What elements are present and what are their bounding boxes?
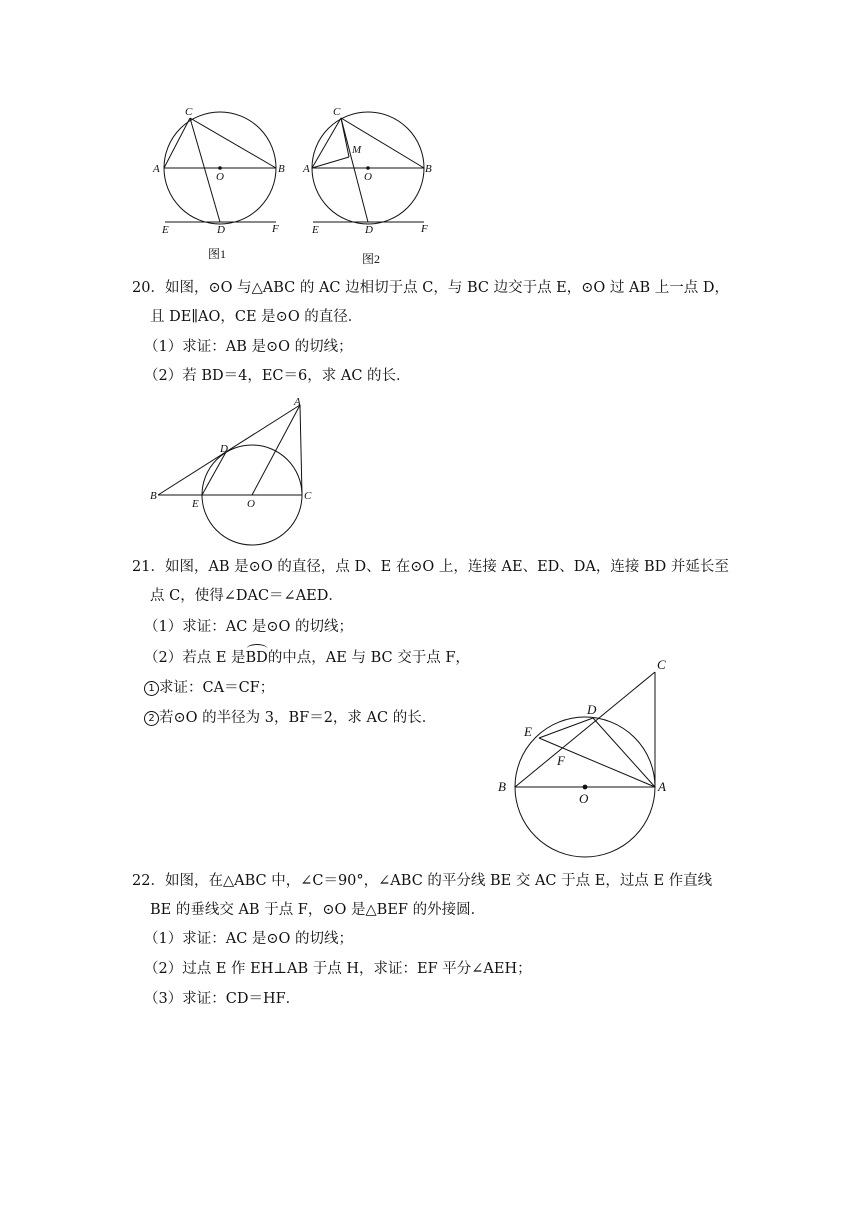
label-e: E <box>312 224 319 236</box>
figure-1 <box>140 100 300 270</box>
figure-q21 <box>490 650 680 865</box>
label-b: B <box>425 163 432 175</box>
q21-part2-pre: （2）若点 E 是 <box>144 650 246 666</box>
label-d: D <box>365 224 373 236</box>
label-e: E <box>162 224 169 236</box>
label-c: C <box>333 106 341 118</box>
figure-2 <box>295 100 445 270</box>
q22-part3: （3）求证：CD＝HF． <box>144 991 301 1007</box>
circled-number-2: 2 <box>144 711 159 726</box>
label-o: O <box>364 171 372 183</box>
segment-cm <box>341 118 349 157</box>
q21-part2 <box>144 648 470 668</box>
q21-line1: 21．如图，AB 是⊙O 的直径，点 D、E 在⊙O 上，连接 AE、ED、DA，连接 BD 并延长至 <box>132 559 729 575</box>
figure-q20 <box>145 392 320 552</box>
chord-bc <box>341 118 424 168</box>
chord-bc <box>190 118 276 168</box>
q20-part2: （2）若 BD＝4，EC＝6，求 AC 的长． <box>144 368 411 384</box>
label-o: O <box>579 791 589 806</box>
q21-part1: （1）求证：AC 是⊙O 的切线； <box>144 619 354 635</box>
segment-de <box>202 452 226 495</box>
q20-line1: 20．如图，⊙O 与△ABC 的 AC 边相切于点 C，与 BC 边交于点 E，⊙O 过 AB 上一点 D， <box>132 280 729 296</box>
label-a: A <box>153 163 160 175</box>
label-b: B <box>278 163 285 175</box>
label-a: A <box>294 396 301 408</box>
label-o: O <box>247 498 255 510</box>
label-f: F <box>421 223 428 235</box>
segment-ao <box>252 405 300 495</box>
label-b: B <box>498 779 506 794</box>
segment-ab <box>158 405 300 495</box>
label-d: D <box>587 702 597 717</box>
chord-cd <box>341 118 368 222</box>
label-m: M <box>352 144 362 156</box>
segment-bc <box>515 672 655 787</box>
q21-sub2-text: 若⊙O 的半径为 3，BF＝2，求 AC 的长． <box>159 710 437 726</box>
q21-line2: 点 C，使得∠DAC＝∠AED． <box>150 588 343 604</box>
q22-line1: 22．如图，在△ABC 中，∠C＝90°，∠ABC 的平分线 BE 交 AC 于点 E，过点 E 作直线 <box>132 873 713 889</box>
q21-sub1-text: 求证：CA＝CF； <box>159 680 275 696</box>
q22-part2: （2）过点 E 作 EH⊥AB 于点 H，求证：EF 平分∠AEH； <box>144 961 532 977</box>
caption-fig1: 图1 <box>208 247 227 261</box>
q22-line2: BE 的垂线交 AB 于点 F，⊙O 是△BEF 的外接圆． <box>150 902 486 918</box>
label-c: C <box>657 657 666 672</box>
arc-bd: BD <box>245 650 268 666</box>
label-e: E <box>192 498 199 510</box>
label-d: D <box>220 443 228 455</box>
label-f: F <box>272 223 279 235</box>
label-a: A <box>658 779 666 794</box>
q20-part1: （1）求证：AB 是⊙O 的切线； <box>144 339 353 355</box>
chord-cd <box>190 118 220 222</box>
circled-number-1: 1 <box>144 681 159 696</box>
label-d: D <box>217 224 225 236</box>
label-b: B <box>150 490 157 502</box>
label-a: A <box>303 163 310 175</box>
q20-line2: 且 DE∥AO，CE 是⊙O 的直径． <box>150 309 363 325</box>
q22-part1: （1）求证：AC 是⊙O 的切线； <box>144 931 354 947</box>
chord-ac <box>164 118 190 168</box>
caption-fig2: 图2 <box>362 252 381 266</box>
q21-part2-post: 的中点，AE 与 BC 交于点 F， <box>267 650 470 666</box>
label-e: E <box>524 724 532 739</box>
label-c: C <box>304 490 312 502</box>
label-o: O <box>216 171 224 183</box>
q21-sub1 <box>144 678 274 698</box>
label-c: C <box>185 106 193 118</box>
q21-sub2 <box>144 708 436 728</box>
label-f: F <box>557 753 565 768</box>
